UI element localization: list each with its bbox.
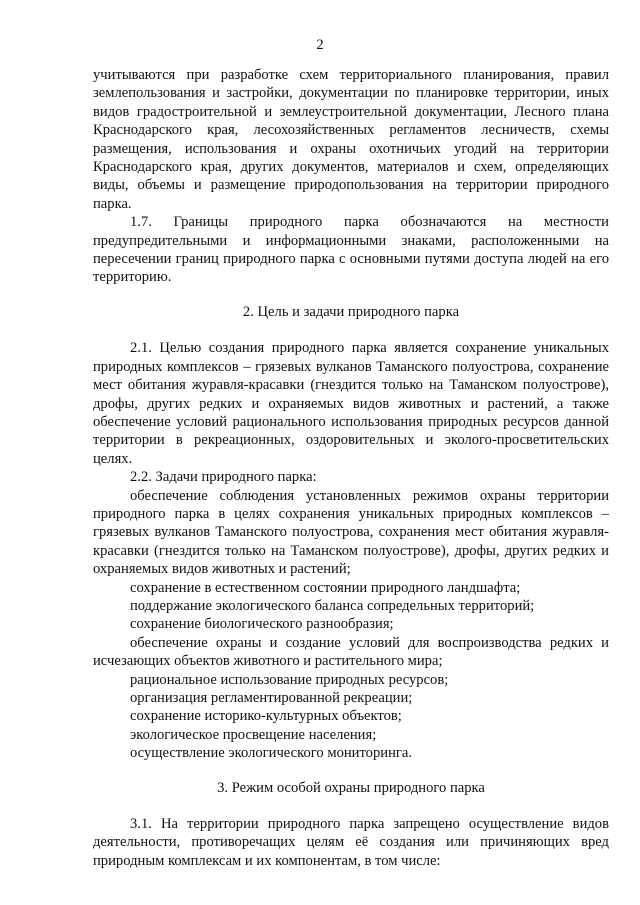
paragraph-3-1: 3.1. На территории природного парка запрещено осуществление видов деятельности, противоречащих целям её создания или причиняющих вред природным комплексам и их компонентам, в том числе: [93, 816, 609, 869]
task-item: экологическое просвещение населения; [130, 726, 377, 743]
section-heading-2: 2. Цель и задачи природного парка [242, 303, 460, 320]
task-item: поддержание экологического баланса сопредельных территорий; [130, 597, 535, 614]
task-item: организация регламентированной рекреации; [130, 690, 413, 706]
task-item: сохранение биологического разнообразия; [130, 616, 394, 633]
task-item: рациональное использование природных ресурсов; [130, 671, 449, 688]
task-item: обеспечение охраны и создание условий для воспроизводства редких и исчезающих объектов животного и растительного мира; [93, 634, 609, 670]
paragraph-2-1: 2.1. Целью создания природного парка является сохранение уникальных природных комплексов – грязевых вулканов Таманского полуострова, сохранение мест обитания журавля-красавки (гнездится только на Таманском полуострове), дрофы, других редких и охраняемых видов животных и растений, а также обеспечение условий рационального использования природных ресурсов данной территории в рекреационных, оздоровительных и эколого-просветительских целях. [93, 340, 609, 467]
task-item: сохранение историко-культурных объектов; [130, 708, 402, 725]
paragraph-1-7: 1.7. Границы природного парка обозначаются на местности предупредительными и информационными знаками, расположенными на пересечении границ природного парка с основными путями доступа людей на его территорию. [93, 214, 609, 286]
task-item: сохранение в естественном состоянии природного ландшафта; [130, 579, 521, 596]
task-item: осуществление экологического мониторинга. [130, 745, 413, 762]
paragraph-continuation: учитываются при разработке схем территориального планирования, правил землепользования и застройки, документации по планировке территории, иных видов градостроительной и землеустроительной документации, Лесного плана Краснодарского края, лесохозяйственных регламентов лесничеств, схемы размещения, использования и охраны охотничьих угодий на территории Краснодарского края, других документов, материалов и схем, определяющих виды, объемы и размещение природопользования на территории природного парка. [93, 67, 609, 212]
page-number: 2 [316, 37, 324, 53]
task-item: обеспечение соблюдения установленных режимов охраны территории природного парка в целях сохранения уникальных природных комплексов – грязевых вулканов Таманского полуострова, сохранения мест обитания журавля-красавки (гнездится только на Таманском полуострове), дрофы, других редких и охраняемых видов животных и растений; [93, 487, 609, 578]
paragraph-2-2: 2.2. Задачи природного парка: [130, 469, 317, 486]
document-body [93, 66, 609, 870]
section-heading-3: 3. Режим особой охраны природного парка [217, 779, 485, 796]
